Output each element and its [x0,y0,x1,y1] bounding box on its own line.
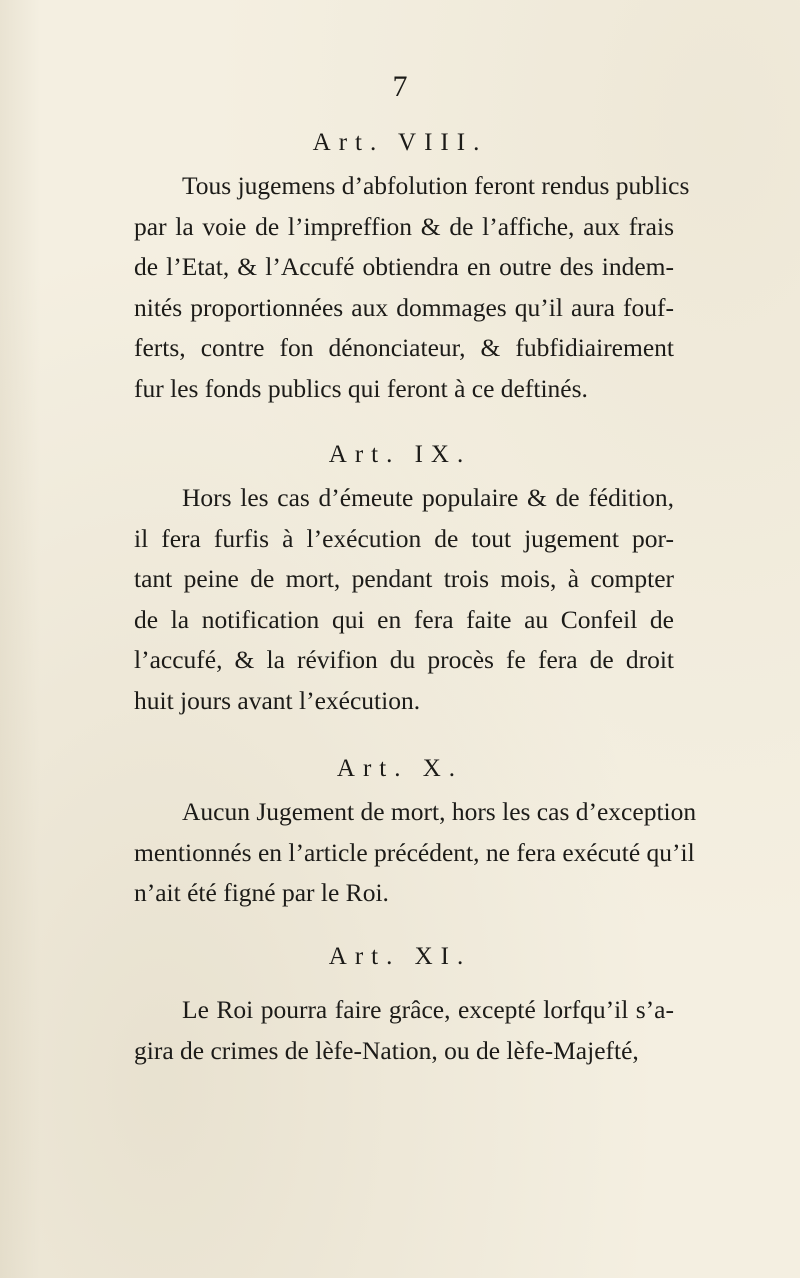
article-8-text [134,166,690,409]
text-line: Aucun Jugement de mort, hors les cas d’exception [182,797,697,826]
article-9-text [134,478,674,721]
text-line: de la notification qui en fera faite au Confeil de [134,604,674,634]
text-line: par la voie de l’impreffion & de l’affiche, aux frais [134,211,674,241]
article-8-heading: Art. VIII. [312,129,488,156]
text-line: Tous jugemens d’abfolution feront rendus publics [182,171,690,200]
text-line: n’ait été figné par le Roi. [134,878,389,907]
text-line: fur les fonds publics qui feront à ce deftinés. [134,373,588,403]
article-11-heading: Art. XI. [328,943,472,970]
article-11-text [134,990,674,1071]
text-line: nités proportionnées aux dommages qu’il aura fouf- [134,292,674,322]
text-line: mentionnés en l’article précédent, ne fera exécuté qu’il [134,837,695,867]
text-line: il fera furfis à l’exécution de tout jugement por- [134,523,674,553]
page-number: 7 [392,70,408,103]
text-line: huit jours avant l’exécution. [134,685,421,715]
text-line: gira de crimes de lèfe-Nation, ou de lèfe-Majefté, [134,1035,639,1065]
text-line: tant peine de mort, pendant trois mois, à compter [134,564,674,593]
text-line: Le Roi pourra faire grâce, excepté lorfqu’il s’a- [182,995,674,1024]
text-line: Hors les cas d’émeute populaire & de fédition, [182,483,674,512]
article-10-text [134,792,697,914]
article-10-heading: Art. X. [336,755,464,782]
text-line: l’accufé, & la révifion du procès fe fera de droit [134,645,674,674]
article-9-heading: Art. IX. [328,441,472,468]
text-line: de l’Etat, & l’Accufé obtiendra en outre des indem- [134,252,674,281]
text-line: ferts, contre fon dénonciateur, & fubfidiairement [134,333,674,362]
